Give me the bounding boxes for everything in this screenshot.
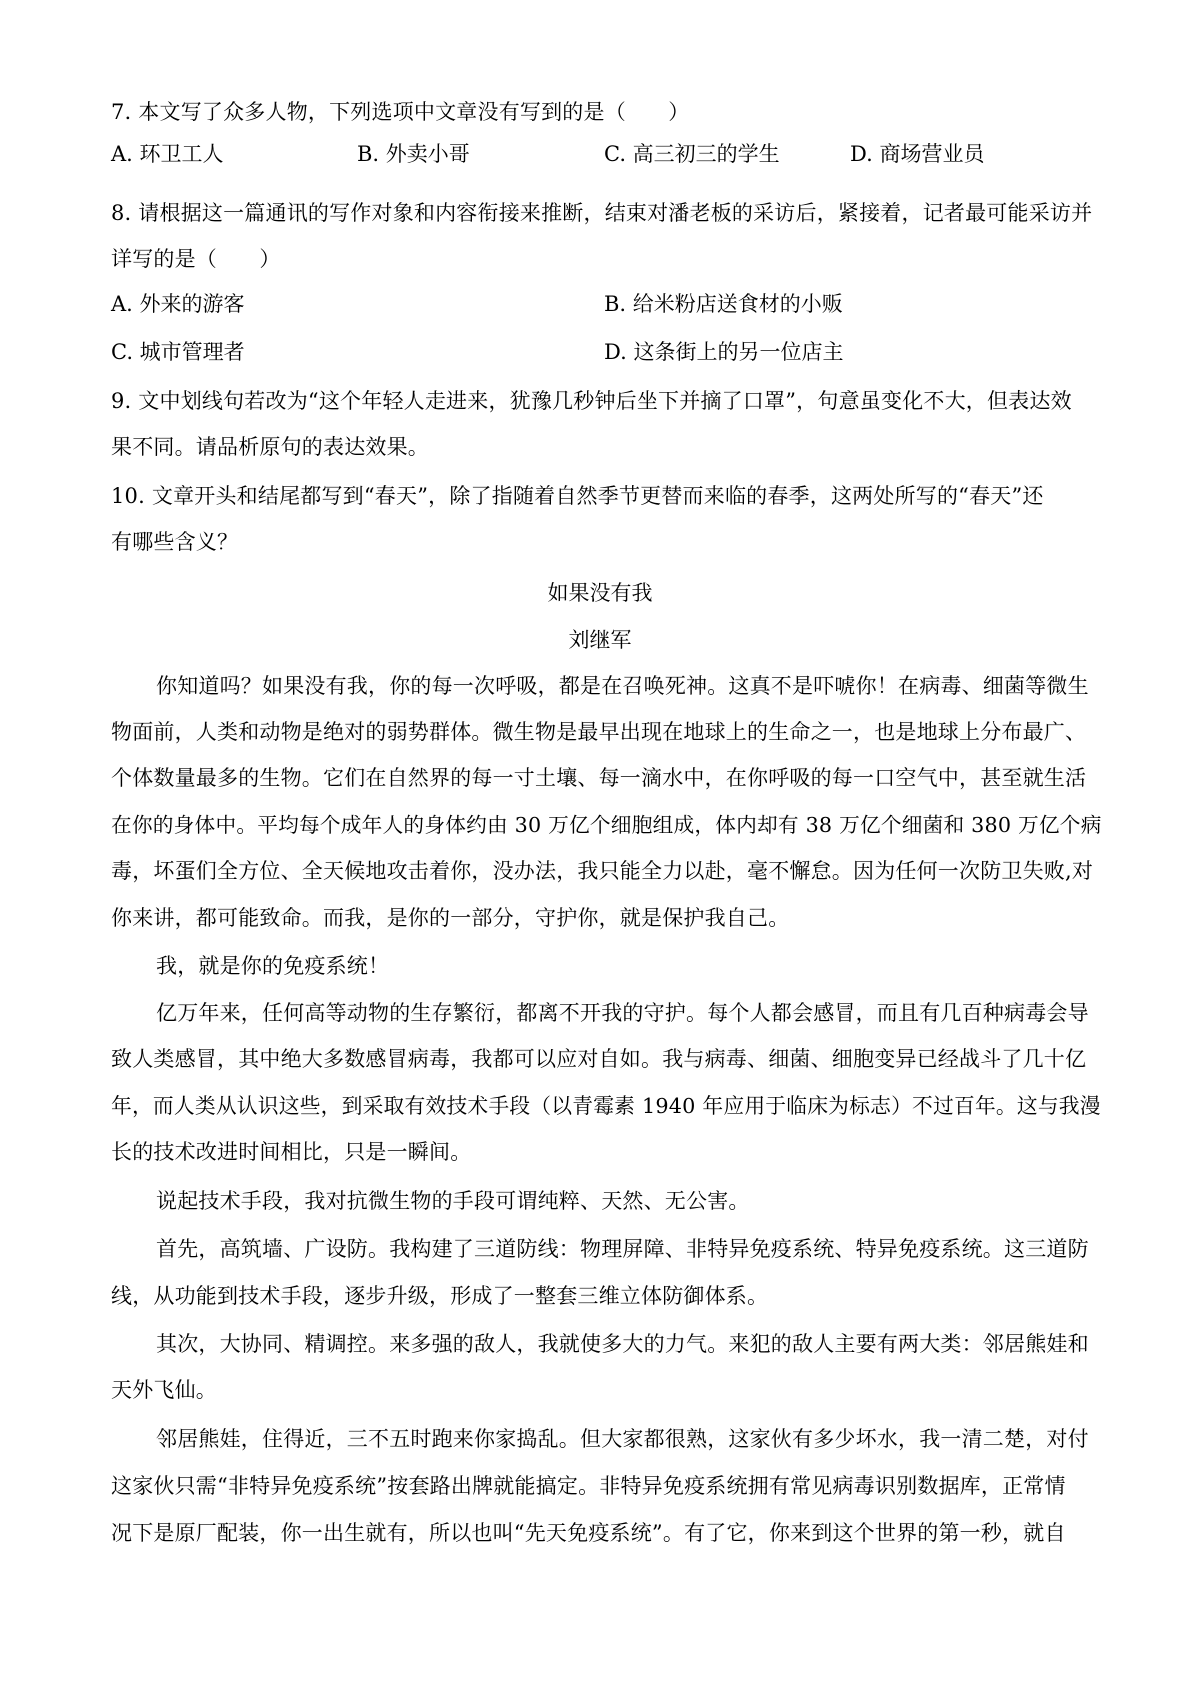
article-line: 说起技术手段，我对抗微生物的手段可谓纯粹、天然、无公害。 <box>156 1189 750 1213</box>
article-line: 你来讲，都可能致命。而我，是你的一部分，守护你，就是保护我自己。 <box>111 906 790 930</box>
question-8-stem-line-2: 详写的是（ ） <box>111 247 281 271</box>
question-7-option-d: D. 商场营业员 <box>850 142 985 166</box>
article-line: 致人类感冒，其中绝大多数感冒病毒，我都可以应对自如。我与病毒、细菌、细胞变异已经战斗了几十亿 <box>111 1047 1087 1071</box>
article-line: 况下是原厂配装，你一出生就有，所以也叫“先天免疫系统”。有了它，你来到这个世界的第一秒，就自 <box>111 1521 1066 1545</box>
article-line: 物面前，人类和动物是绝对的弱势群体。微生物是最早出现在地球上的生命之一，也是地球上分布最广、 <box>111 720 1087 744</box>
article-line: 邻居熊娃，住得近，三不五时跑来你家捣乱。但大家都很熟，这家伙有多少坏水，我一清二楚，对付 <box>156 1427 1089 1451</box>
article-line: 长的技术改进时间相比，只是一瞬间。 <box>111 1140 472 1164</box>
question-8-option-d: D. 这条街上的另一位店主 <box>604 340 844 364</box>
question-10-line-1: 10. 文章开头和结尾都写到“春天”，除了指随着自然季节更替而来临的春季，这两处所写的“春天”还 <box>111 484 1044 508</box>
article-line: 这家伙只需“非特异免疫系统”按套路出牌就能搞定。非特异免疫系统拥有常见病毒识别数据库，正常情 <box>111 1474 1066 1498</box>
question-7-stem: 7. 本文写了众多人物，下列选项中文章没有写到的是（ ） <box>111 100 690 124</box>
article-line: 首先，高筑墙、广设防。我构建了三道防线：物理屏障、非特异免疫系统、特异免疫系统。这三道防 <box>156 1237 1089 1261</box>
question-9-line-2: 果不同。请品析原句的表达效果。 <box>111 435 429 459</box>
article-line: 线，从功能到技术手段，逐步升级，形成了一整套三维立体防御体系。 <box>111 1284 769 1308</box>
question-7-option-b: B. 外卖小哥 <box>357 142 470 166</box>
article-line: 亿万年来，任何高等动物的生存繁衍，都离不开我的守护。每个人都会感冒，而且有几百种病毒会导 <box>156 1001 1089 1025</box>
question-8-option-c: C. 城市管理者 <box>111 340 245 364</box>
article-line: 其次，大协同、精调控。来多强的敌人，我就使多大的力气。来犯的敌人主要有两大类：邻居熊娃和 <box>156 1332 1089 1356</box>
article-line: 个体数量最多的生物。它们在自然界的每一寸土壤、每一滴水中，在你呼吸的每一口空气中，甚至就生活 <box>111 766 1087 790</box>
article-line: 年，而人类从认识这些，到采取有效技术手段（以青霉素 1940 年应用于临床为标志）不过百年。这与我漫 <box>111 1094 1101 1118</box>
article-line: 在你的身体中。平均每个成年人的身体约由 30 万亿个细胞组成，体内却有 38 万亿个细菌和 380 万亿个病 <box>111 813 1102 837</box>
article-title: 如果没有我 <box>547 581 653 605</box>
article-line: 我，就是你的免疫系统！ <box>156 954 390 978</box>
question-8-option-a: A. 外来的游客 <box>111 292 245 316</box>
question-7-option-c: C. 高三初三的学生 <box>604 142 780 166</box>
question-9-line-1: 9. 文中划线句若改为“这个年轻人走进来，犹豫几秒钟后坐下并摘了口罩”，句意虽变化不大，但表达效 <box>111 389 1072 413</box>
question-8-stem-line-1: 8. 请根据这一篇通讯的写作对象和内容衔接来推断，结束对潘老板的采访后，紧接着，记者最可能采访并 <box>111 201 1093 225</box>
article-line: 毒，坏蛋们全方位、全天候地攻击着你，没办法，我只能全力以赴，毫不懈怠。因为任何一次防卫失败,对 <box>111 859 1094 883</box>
question-8-option-b: B. 给米粉店送食材的小贩 <box>604 292 843 316</box>
question-7-option-a: A. 环卫工人 <box>111 142 224 166</box>
article-line: 你知道吗？如果没有我，你的每一次呼吸，都是在召唤死神。这真不是吓唬你！在病毒、细菌等微生 <box>156 674 1089 698</box>
article-author: 刘继军 <box>568 628 632 652</box>
question-10-line-2: 有哪些含义？ <box>111 530 239 554</box>
article-line: 天外飞仙。 <box>111 1378 217 1402</box>
